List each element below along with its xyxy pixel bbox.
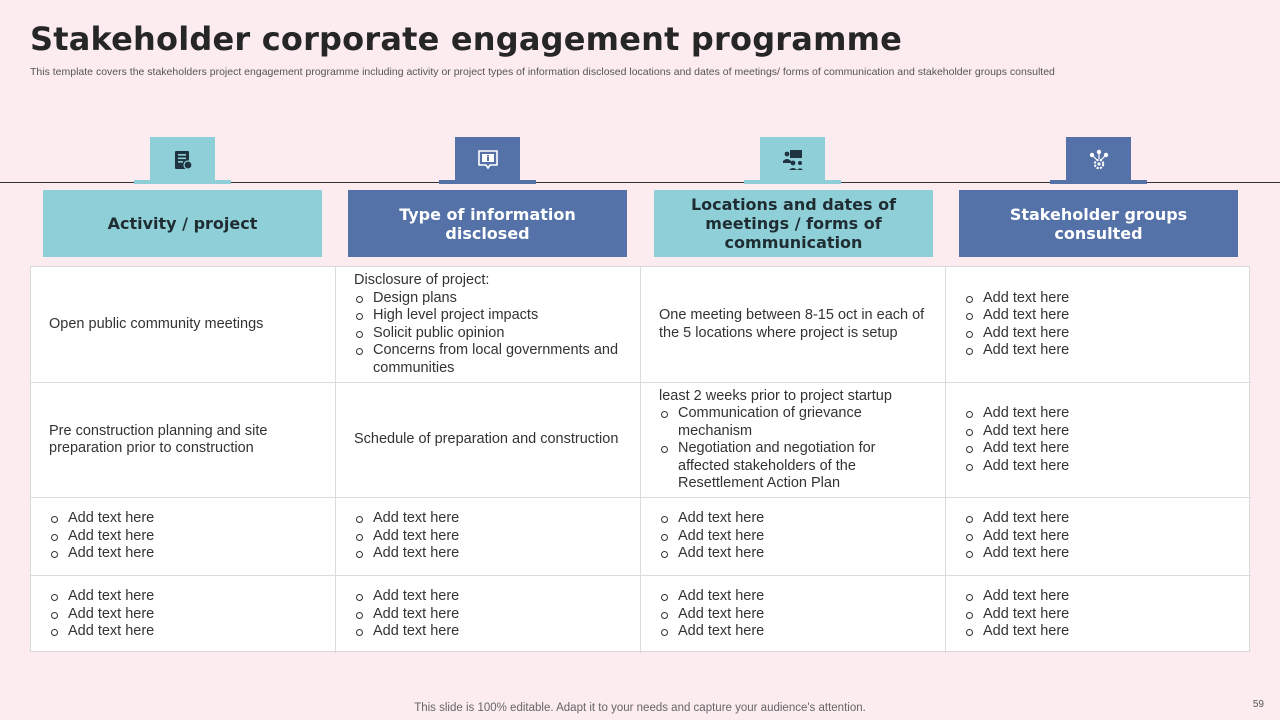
list-item: Add text here (964, 458, 1233, 476)
table-cell (31, 383, 336, 498)
list-item: Design plans (354, 290, 622, 308)
list-item: Solicit public opinion (354, 325, 622, 343)
column-icon-tab-2 (455, 137, 520, 182)
cell-text: One meeting between 8-15 oct in each of the 5 locations where project is setup (659, 307, 925, 341)
cell-text: Schedule of preparation and construction (354, 431, 619, 448)
list-item: Add text here (964, 405, 1233, 423)
table-cell (946, 498, 1251, 576)
list-item: Add text here (49, 510, 317, 528)
icon-tab-base-1 (134, 180, 231, 184)
table-cell (641, 383, 946, 498)
bullet-list (964, 588, 1233, 641)
bullet-list (659, 405, 927, 493)
list-item: Add text here (964, 440, 1233, 458)
column-header-information: Type of information disclosed (348, 190, 627, 257)
document-list-icon (172, 149, 194, 171)
list-item: Add text here (659, 510, 927, 528)
table-cell (946, 576, 1251, 653)
cell-intro: Disclosure of project: (354, 272, 490, 288)
list-item: Add text here (49, 623, 317, 641)
bullet-list (964, 405, 1233, 475)
list-item: Add text here (354, 528, 622, 546)
list-item: Add text here (354, 606, 622, 624)
bullet-list (964, 510, 1233, 563)
list-item: Add text here (964, 623, 1233, 641)
table-cell (31, 576, 336, 653)
list-item: Add text here (354, 623, 622, 641)
list-item: Add text here (49, 606, 317, 624)
column-icon-tab-1 (150, 137, 215, 182)
list-item: Add text here (659, 588, 927, 606)
cell-intro: least 2 weeks prior to project startup (659, 387, 892, 404)
list-item: Concerns from local governments and communities (354, 342, 622, 377)
list-item: Add text here (964, 307, 1233, 325)
list-item: Add text here (659, 623, 927, 641)
info-chat-icon (476, 148, 500, 172)
column-icon-tab-3 (760, 137, 825, 182)
bullet-list (49, 588, 317, 641)
list-item: Add text here (354, 545, 622, 563)
table-cell (641, 267, 946, 383)
footer-note: This slide is 100% editable. Adapt it to your needs and capture your audience's attention. (414, 702, 866, 714)
list-item: Add text here (964, 588, 1233, 606)
table-cell (336, 383, 641, 498)
list-item: Add text here (964, 528, 1233, 546)
list-item: Negotiation and negotiation for affected stakeholders of the Resettlement Action Plan (659, 440, 927, 493)
table-cell (946, 383, 1251, 498)
list-item: Communication of grievance mechanism (659, 405, 927, 440)
list-item: Add text here (659, 606, 927, 624)
list-item: Add text here (659, 528, 927, 546)
list-item: Add text here (964, 545, 1233, 563)
page-title: Stakeholder corporate engagement programme (30, 20, 903, 58)
table-cell (641, 576, 946, 653)
icon-tab-base-4 (1050, 180, 1147, 184)
table-cell (946, 267, 1251, 383)
list-item: Add text here (354, 588, 622, 606)
bullet-list (49, 510, 317, 563)
bullet-list (964, 290, 1233, 360)
page-subtitle: This template covers the stakeholders project engagement programme including activity or project types of information disclosed locations and dates of meetings/ forms of communication and stakeholder groups consulted (30, 66, 1055, 78)
list-item: Add text here (964, 342, 1233, 360)
table-cell (31, 267, 336, 383)
cell-text: Open public community meetings (49, 315, 264, 332)
icon-tab-base-2 (439, 180, 536, 184)
list-item: Add text here (354, 510, 622, 528)
bullet-list (659, 510, 927, 563)
list-item: Add text here (964, 606, 1233, 624)
column-header-activity: Activity / project (43, 190, 322, 257)
column-header-stakeholders: Stakeholder groups consulted (959, 190, 1238, 257)
bullet-list (354, 290, 622, 378)
list-item: Add text here (964, 290, 1233, 308)
list-item: Add text here (49, 528, 317, 546)
column-icon-tab-4 (1066, 137, 1131, 182)
table-cell (336, 576, 641, 653)
engagement-table (30, 266, 1250, 652)
list-item: Add text here (49, 545, 317, 563)
list-item: Add text here (49, 588, 317, 606)
table-cell (641, 498, 946, 576)
column-header-locations: Locations and dates of meetings / forms of communication (654, 190, 933, 257)
meeting-presentation-icon (781, 148, 805, 172)
bullet-list (354, 588, 622, 641)
cell-text: Pre construction planning and site preparation prior to construction (49, 422, 268, 456)
list-item: Add text here (964, 510, 1233, 528)
table-cell (336, 498, 641, 576)
page-number: 59 (1252, 699, 1264, 710)
table-cell (31, 498, 336, 576)
table-cell (336, 267, 641, 383)
list-item: Add text here (964, 325, 1233, 343)
bullet-list (659, 588, 927, 641)
network-gear-icon (1087, 148, 1111, 172)
list-item: Add text here (964, 423, 1233, 441)
list-item: High level project impacts (354, 307, 622, 325)
list-item: Add text here (659, 545, 927, 563)
icon-tab-base-3 (744, 180, 841, 184)
bullet-list (354, 510, 622, 563)
